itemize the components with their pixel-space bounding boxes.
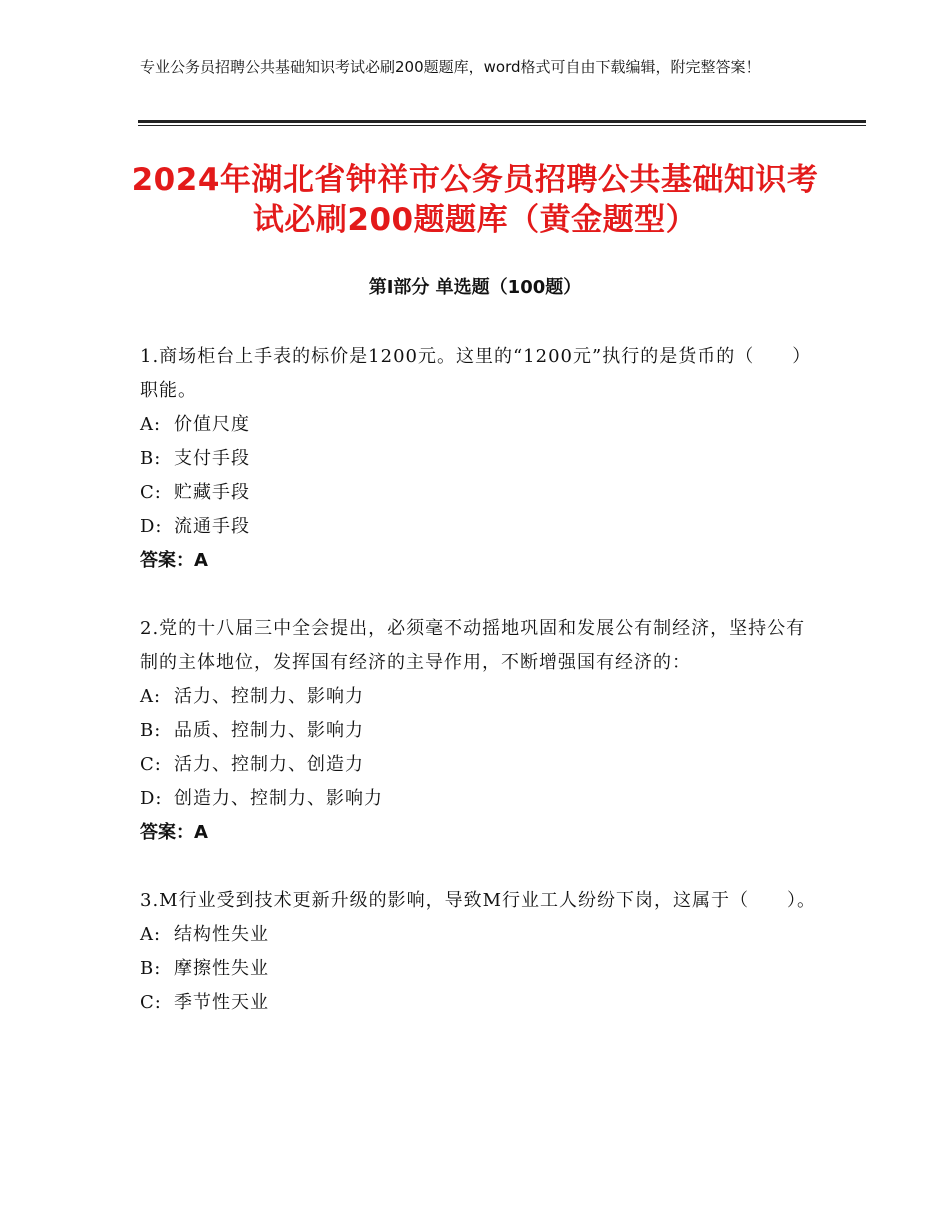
header-note: 专业公务员招聘公共基础知识考试必刷200题题库，word格式可自由下载编辑，附完整答案！	[140, 58, 761, 76]
option-b	[140, 952, 820, 986]
question-3	[140, 884, 820, 1020]
option-a	[140, 408, 820, 442]
answer-line: 答案：A	[140, 550, 208, 571]
option-text: 品质、控制力、影响力	[174, 720, 364, 741]
question-list	[140, 340, 820, 1054]
option-c	[140, 986, 820, 1020]
option-b	[140, 714, 820, 748]
question-1	[140, 340, 820, 578]
option-letter: C:	[140, 482, 162, 503]
option-text: 季节性天业	[174, 992, 269, 1013]
option-text: 价值尺度	[174, 414, 250, 435]
option-text: 活力、控制力、影响力	[174, 686, 364, 707]
option-text: 支付手段	[174, 448, 250, 469]
option-text: 结构性失业	[174, 924, 269, 945]
option-d	[140, 782, 820, 816]
question-stem: 1.商场柜台上手表的标价是1200元。这里的“1200元”执行的是货币的（ ）职能。	[140, 346, 812, 401]
option-letter: C:	[140, 754, 162, 775]
option-letter: C:	[140, 992, 162, 1013]
answer-line: 答案：A	[140, 822, 208, 843]
option-c	[140, 748, 820, 782]
option-text: 活力、控制力、创造力	[174, 754, 364, 775]
option-text: 摩擦性失业	[174, 958, 269, 979]
option-text: 贮藏手段	[174, 482, 250, 503]
option-letter: A:	[140, 414, 162, 435]
option-letter: A:	[140, 924, 162, 945]
question-stem: 2.党的十八届三中全会提出，必须毫不动摇地巩固和发展公有制经济，坚持公有制的主体地位，发挥国有经济的主导作用，不断增强国有经济的：	[140, 618, 806, 673]
option-letter: A:	[140, 686, 162, 707]
option-letter: B:	[140, 448, 162, 469]
option-letter: B:	[140, 958, 162, 979]
header-rule-thin	[138, 125, 866, 126]
document-title: 2024年湖北省钟祥市公务员招聘公共基础知识考试必刷200题题库（黄金题型）	[131, 162, 819, 238]
option-d	[140, 510, 820, 544]
option-text: 创造力、控制力、影响力	[174, 788, 383, 809]
option-b	[140, 442, 820, 476]
header-rule-thick	[138, 120, 866, 123]
question-stem: 3.M行业受到技术更新升级的影响，导致M行业工人纷纷下岗，这属于（ ）。	[140, 890, 817, 911]
option-c	[140, 476, 820, 510]
option-letter: D:	[140, 516, 163, 537]
question-2	[140, 612, 820, 850]
option-letter: D:	[140, 788, 163, 809]
option-letter: B:	[140, 720, 162, 741]
option-a	[140, 680, 820, 714]
section-title: 第Ⅰ部分 单选题（100题）	[368, 277, 582, 298]
option-a	[140, 918, 820, 952]
option-text: 流通手段	[174, 516, 250, 537]
